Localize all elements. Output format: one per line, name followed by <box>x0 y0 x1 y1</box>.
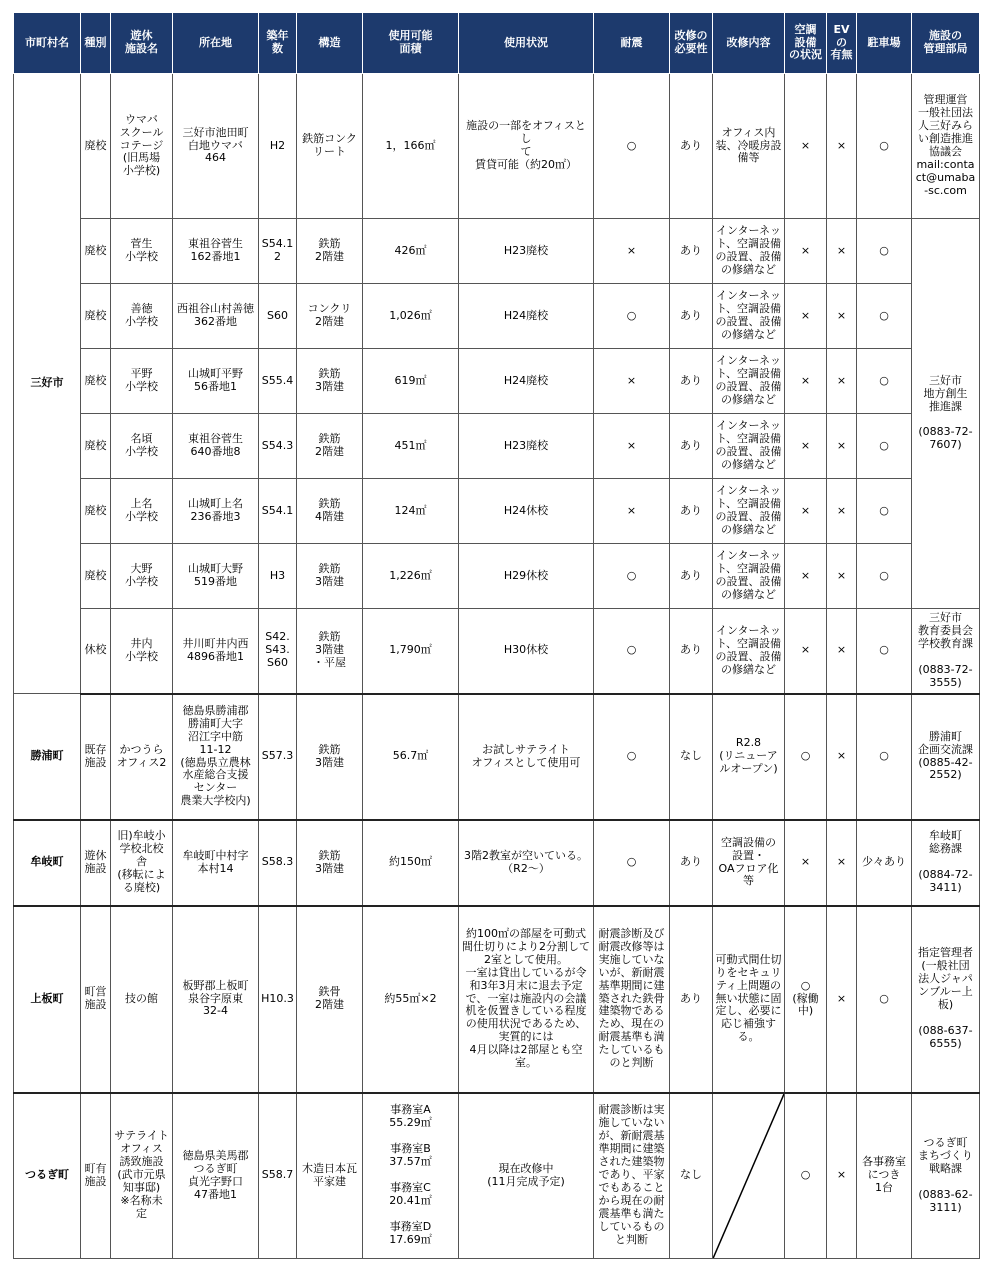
col-municipality: 市町村名 <box>14 13 81 74</box>
col-structure: 構造 <box>297 13 363 74</box>
ac-cell: × <box>785 74 827 219</box>
reno-need-cell: あり <box>670 544 713 609</box>
type-cell: 廃校 <box>81 219 111 284</box>
age-cell: S54.1 <box>259 479 297 544</box>
age-cell: S55.4 <box>259 349 297 414</box>
parking-cell: ○ <box>857 609 912 694</box>
reno-need-cell: あり <box>670 349 713 414</box>
age-cell: H10.3 <box>259 906 297 1093</box>
reno-detail-cell <box>713 1093 785 1259</box>
facility-cell: 菅生 小学校 <box>111 219 173 284</box>
quake-cell: ○ <box>594 694 670 820</box>
structure-cell: 鉄筋コンク リート <box>297 74 363 219</box>
table-row <box>14 479 980 544</box>
reno-need-cell: あり <box>670 609 713 694</box>
municipality-cell: 上板町 <box>14 906 81 1093</box>
usage-cell: 約100㎡の部屋を可動式間仕切りにより2分割して2室として使用。 一室は貸出しているが令和3年3月末に退去予定で、一室は施設内の会議机を仮置きしている程度の使用状況であるため、実質的には 4月以降は2部屋とも空室。 <box>459 906 594 1093</box>
age-cell: H2 <box>259 74 297 219</box>
ev-cell: × <box>827 694 857 820</box>
col-parking: 駐車場 <box>857 13 912 74</box>
reno-detail-cell: インターネッ ト、空調設備 の設置、設備 の修繕など <box>713 219 785 284</box>
quake-cell: 耐震診断は実施していないが、新耐震基準期間に建築された建築物であり、平家でもあることから現在の耐震基準も満たしているものと判断 <box>594 1093 670 1259</box>
structure-cell: 鉄筋 3階建 <box>297 349 363 414</box>
structure-cell: 鉄骨 2階建 <box>297 906 363 1093</box>
parking-cell: ○ <box>857 414 912 479</box>
municipality-cell: 三好市 <box>14 74 81 694</box>
col-reno-need: 改修の 必要性 <box>670 13 713 74</box>
table-row <box>14 906 980 1093</box>
manager-cell: 管理運営 一般社団法 人三好みら い創造推進 協議会 mail:conta ct@umaba -sc.com <box>912 74 980 219</box>
type-cell: 町有 施設 <box>81 1093 111 1259</box>
parking-cell: ○ <box>857 349 912 414</box>
address-cell: 井川町井内西 4896番地1 <box>173 609 259 694</box>
ev-cell: × <box>827 906 857 1093</box>
table-row <box>14 284 980 349</box>
structure-cell: 鉄筋 3階建 <box>297 820 363 906</box>
quake-cell: × <box>594 414 670 479</box>
ac-cell: × <box>785 349 827 414</box>
type-cell: 既存 施設 <box>81 694 111 820</box>
age-cell: S58.3 <box>259 820 297 906</box>
address-cell: 東祖谷菅生 162番地1 <box>173 219 259 284</box>
address-cell: 徳島県勝浦郡 勝浦町大字 沼江字中筋 11-12 (徳島県立農林 水産総合支援 センター 農業大学校内) <box>173 694 259 820</box>
reno-need-cell: あり <box>670 906 713 1093</box>
structure-cell: 鉄筋 4階建 <box>297 479 363 544</box>
type-cell: 廃校 <box>81 414 111 479</box>
age-cell: S42. S43. S60 <box>259 609 297 694</box>
structure-cell: 鉄筋 3階建 <box>297 544 363 609</box>
usage-cell: H23廃校 <box>459 219 594 284</box>
reno-need-cell: あり <box>670 479 713 544</box>
col-reno-detail: 改修内容 <box>713 13 785 74</box>
facility-cell: 井内 小学校 <box>111 609 173 694</box>
reno-need-cell: なし <box>670 1093 713 1259</box>
ac-cell: × <box>785 544 827 609</box>
facility-cell: 平野 小学校 <box>111 349 173 414</box>
ac-cell: × <box>785 414 827 479</box>
quake-cell: ○ <box>594 74 670 219</box>
ac-cell: × <box>785 820 827 906</box>
area-cell: 56.7㎡ <box>363 694 459 820</box>
quake-cell: 耐震診断及び耐震改修等は実施していないが、新耐震基準期間に建築された鉄骨建築物であるため、現在の耐震基準も満たしているものと判断 <box>594 906 670 1093</box>
table-row <box>14 74 980 219</box>
structure-cell: コンクリ 2階建 <box>297 284 363 349</box>
manager-cell: 三好市 教育委員会 学校教育課 (0883-72- 3555) <box>912 609 980 694</box>
usage-cell: H24休校 <box>459 479 594 544</box>
reno-detail-cell: オフィス内 装、冷暖房設 備等 <box>713 74 785 219</box>
type-cell: 廃校 <box>81 74 111 219</box>
structure-cell: 木造日本瓦 平家建 <box>297 1093 363 1259</box>
reno-detail-cell: インターネッ ト、空調設備 の設置、設備 の修繕など <box>713 609 785 694</box>
ac-cell: × <box>785 219 827 284</box>
table-row <box>14 1093 980 1259</box>
manager-cell: 三好市 地方創生 推進課 (0883-72- 7607) <box>912 219 980 609</box>
reno-need-cell: あり <box>670 284 713 349</box>
header-row <box>14 13 980 74</box>
facility-cell: 大野 小学校 <box>111 544 173 609</box>
ac-cell: ○ <box>785 1093 827 1259</box>
age-cell: S54.3 <box>259 414 297 479</box>
age-cell: S57.3 <box>259 694 297 820</box>
ev-cell: × <box>827 479 857 544</box>
address-cell: 徳島県美馬郡 つるぎ町 貞光字野口 47番地1 <box>173 1093 259 1259</box>
area-cell: 426㎡ <box>363 219 459 284</box>
reno-need-cell: あり <box>670 74 713 219</box>
facility-cell: 上名 小学校 <box>111 479 173 544</box>
address-cell: 山城町大野 519番地 <box>173 544 259 609</box>
col-ac: 空調 設備 の状況 <box>785 13 827 74</box>
area-cell: 事務室A 55.29㎡ 事務室B 37.57㎡ 事務室C 20.41㎡ 事務室D 17.69㎡ <box>363 1093 459 1259</box>
reno-need-cell: あり <box>670 820 713 906</box>
reno-detail-cell: インターネッ ト、空調設備 の設置、設備 の修繕など <box>713 284 785 349</box>
table-row <box>14 414 980 479</box>
col-type: 種別 <box>81 13 111 74</box>
parking-cell: ○ <box>857 219 912 284</box>
facility-cell: 旧)牟岐小 学校北校 舎 (移転によ る廃校) <box>111 820 173 906</box>
col-usage: 使用状況 <box>459 13 594 74</box>
manager-cell: 勝浦町 企画交流課 (0885-42- 2552) <box>912 694 980 820</box>
municipality-cell: つるぎ町 <box>14 1093 81 1259</box>
facility-table <box>13 12 980 1259</box>
ev-cell: × <box>827 284 857 349</box>
facility-cell: 技の館 <box>111 906 173 1093</box>
manager-cell: 牟岐町 総務課 (0884-72- 3411) <box>912 820 980 906</box>
age-cell: S58.7 <box>259 1093 297 1259</box>
usage-cell: 現在改修中 (11月完成予定) <box>459 1093 594 1259</box>
address-cell: 山城町上名 236番地3 <box>173 479 259 544</box>
ac-cell: × <box>785 284 827 349</box>
parking-cell: 少々あり <box>857 820 912 906</box>
table-row <box>14 544 980 609</box>
area-cell: 1,026㎡ <box>363 284 459 349</box>
usage-cell: H29休校 <box>459 544 594 609</box>
quake-cell: × <box>594 479 670 544</box>
col-address: 所在地 <box>173 13 259 74</box>
area-cell: 1,790㎡ <box>363 609 459 694</box>
municipality-cell: 勝浦町 <box>14 694 81 820</box>
reno-detail-cell: インターネッ ト、空調設備 の設置、設備 の修繕など <box>713 414 785 479</box>
ev-cell: × <box>827 820 857 906</box>
usage-cell: H30休校 <box>459 609 594 694</box>
reno-detail-cell: R2.8 (リニューア ルオープン) <box>713 694 785 820</box>
col-age: 築年 数 <box>259 13 297 74</box>
address-cell: 山城町平野 56番地1 <box>173 349 259 414</box>
reno-detail-cell: インターネッ ト、空調設備 の設置、設備 の修繕など <box>713 544 785 609</box>
manager-cell: 指定管理者 (一般社団 法人ジャパ ンブルー上 板) (088-637- 6555) <box>912 906 980 1093</box>
structure-cell: 鉄筋 3階建 <box>297 694 363 820</box>
address-cell: 板野郡上板町 泉谷字原東 32-4 <box>173 906 259 1093</box>
reno-detail-cell: インターネッ ト、空調設備 の設置、設備 の修繕など <box>713 349 785 414</box>
parking-cell: ○ <box>857 906 912 1093</box>
type-cell: 遊休 施設 <box>81 820 111 906</box>
col-area: 使用可能 面積 <box>363 13 459 74</box>
usage-cell: H23廃校 <box>459 414 594 479</box>
ev-cell: × <box>827 219 857 284</box>
table-row <box>14 694 980 820</box>
parking-cell: ○ <box>857 284 912 349</box>
col-manager: 施設の 管理部局 <box>912 13 980 74</box>
ac-cell: ○ <box>785 694 827 820</box>
quake-cell: × <box>594 219 670 284</box>
col-quake: 耐震 <box>594 13 670 74</box>
ac-cell: × <box>785 609 827 694</box>
age-cell: H3 <box>259 544 297 609</box>
type-cell: 廃校 <box>81 544 111 609</box>
usage-cell: 施設の一部をオフィスとし て 賃貸可能（約20㎡） <box>459 74 594 219</box>
diagonal-slash <box>713 1094 784 1259</box>
reno-need-cell: なし <box>670 694 713 820</box>
type-cell: 廃校 <box>81 349 111 414</box>
type-cell: 廃校 <box>81 284 111 349</box>
type-cell: 廃校 <box>81 479 111 544</box>
ev-cell: × <box>827 349 857 414</box>
quake-cell: ○ <box>594 609 670 694</box>
reno-detail-cell: 空調設備の 設置・ OAフロア化 等 <box>713 820 785 906</box>
ev-cell: × <box>827 414 857 479</box>
structure-cell: 鉄筋 2階建 <box>297 414 363 479</box>
area-cell: 451㎡ <box>363 414 459 479</box>
col-ev: EV の 有無 <box>827 13 857 74</box>
ev-cell: × <box>827 544 857 609</box>
structure-cell: 鉄筋 2階建 <box>297 219 363 284</box>
table-row <box>14 349 980 414</box>
ac-cell: × <box>785 479 827 544</box>
facility-cell: 善徳 小学校 <box>111 284 173 349</box>
municipality-cell: 牟岐町 <box>14 820 81 906</box>
reno-detail-cell: 可動式間仕切りをセキュリティ上問題の無い状態に固定し、必要に応じ補強する。 <box>713 906 785 1093</box>
ev-cell: × <box>827 1093 857 1259</box>
area-cell: 約150㎡ <box>363 820 459 906</box>
type-cell: 休校 <box>81 609 111 694</box>
age-cell: S60 <box>259 284 297 349</box>
reno-detail-cell: インターネッ ト、空調設備 の設置、設備 の修繕など <box>713 479 785 544</box>
ac-cell: ○ (稼働 中) <box>785 906 827 1093</box>
parking-cell: ○ <box>857 544 912 609</box>
type-cell: 町営 施設 <box>81 906 111 1093</box>
usage-cell: お試しサテライト オフィスとして使用可 <box>459 694 594 820</box>
address-cell: 三好市池田町 白地ウマバ 464 <box>173 74 259 219</box>
col-facility: 遊休 施設名 <box>111 13 173 74</box>
usage-cell: 3階2教室が空いている。 （R2～） <box>459 820 594 906</box>
facility-cell: サテライト オフィス 誘致施設 (武市元県 知事邸) ※名称未 定 <box>111 1093 173 1259</box>
table-row <box>14 609 980 694</box>
address-cell: 東祖谷菅生 640番地8 <box>173 414 259 479</box>
area-cell: 619㎡ <box>363 349 459 414</box>
quake-cell: ○ <box>594 284 670 349</box>
quake-cell: ○ <box>594 820 670 906</box>
table-row <box>14 820 980 906</box>
table-row <box>14 219 980 284</box>
usage-cell: H24廃校 <box>459 349 594 414</box>
reno-need-cell: あり <box>670 219 713 284</box>
quake-cell: × <box>594 349 670 414</box>
structure-cell: 鉄筋 3階建 ・平屋 <box>297 609 363 694</box>
area-cell: 1，166㎡ <box>363 74 459 219</box>
ev-cell: × <box>827 74 857 219</box>
parking-cell: ○ <box>857 74 912 219</box>
facility-cell: ウマバ スクール コテージ (旧馬場 小学校) <box>111 74 173 219</box>
reno-need-cell: あり <box>670 414 713 479</box>
address-cell: 西祖谷山村善徳 362番地 <box>173 284 259 349</box>
area-cell: 124㎡ <box>363 479 459 544</box>
manager-cell: つるぎ町 まちづくり 戦略課 (0883-62- 3111) <box>912 1093 980 1259</box>
quake-cell: ○ <box>594 544 670 609</box>
age-cell: S54.12 <box>259 219 297 284</box>
facility-cell: かつうら オフィス2 <box>111 694 173 820</box>
address-cell: 牟岐町中村字 本村14 <box>173 820 259 906</box>
parking-cell: ○ <box>857 694 912 820</box>
area-cell: 約55㎡×2 <box>363 906 459 1093</box>
area-cell: 1,226㎡ <box>363 544 459 609</box>
parking-cell: ○ <box>857 479 912 544</box>
parking-cell: 各事務室 につき 1台 <box>857 1093 912 1259</box>
ev-cell: × <box>827 609 857 694</box>
usage-cell: H24廃校 <box>459 284 594 349</box>
facility-cell: 名頃 小学校 <box>111 414 173 479</box>
